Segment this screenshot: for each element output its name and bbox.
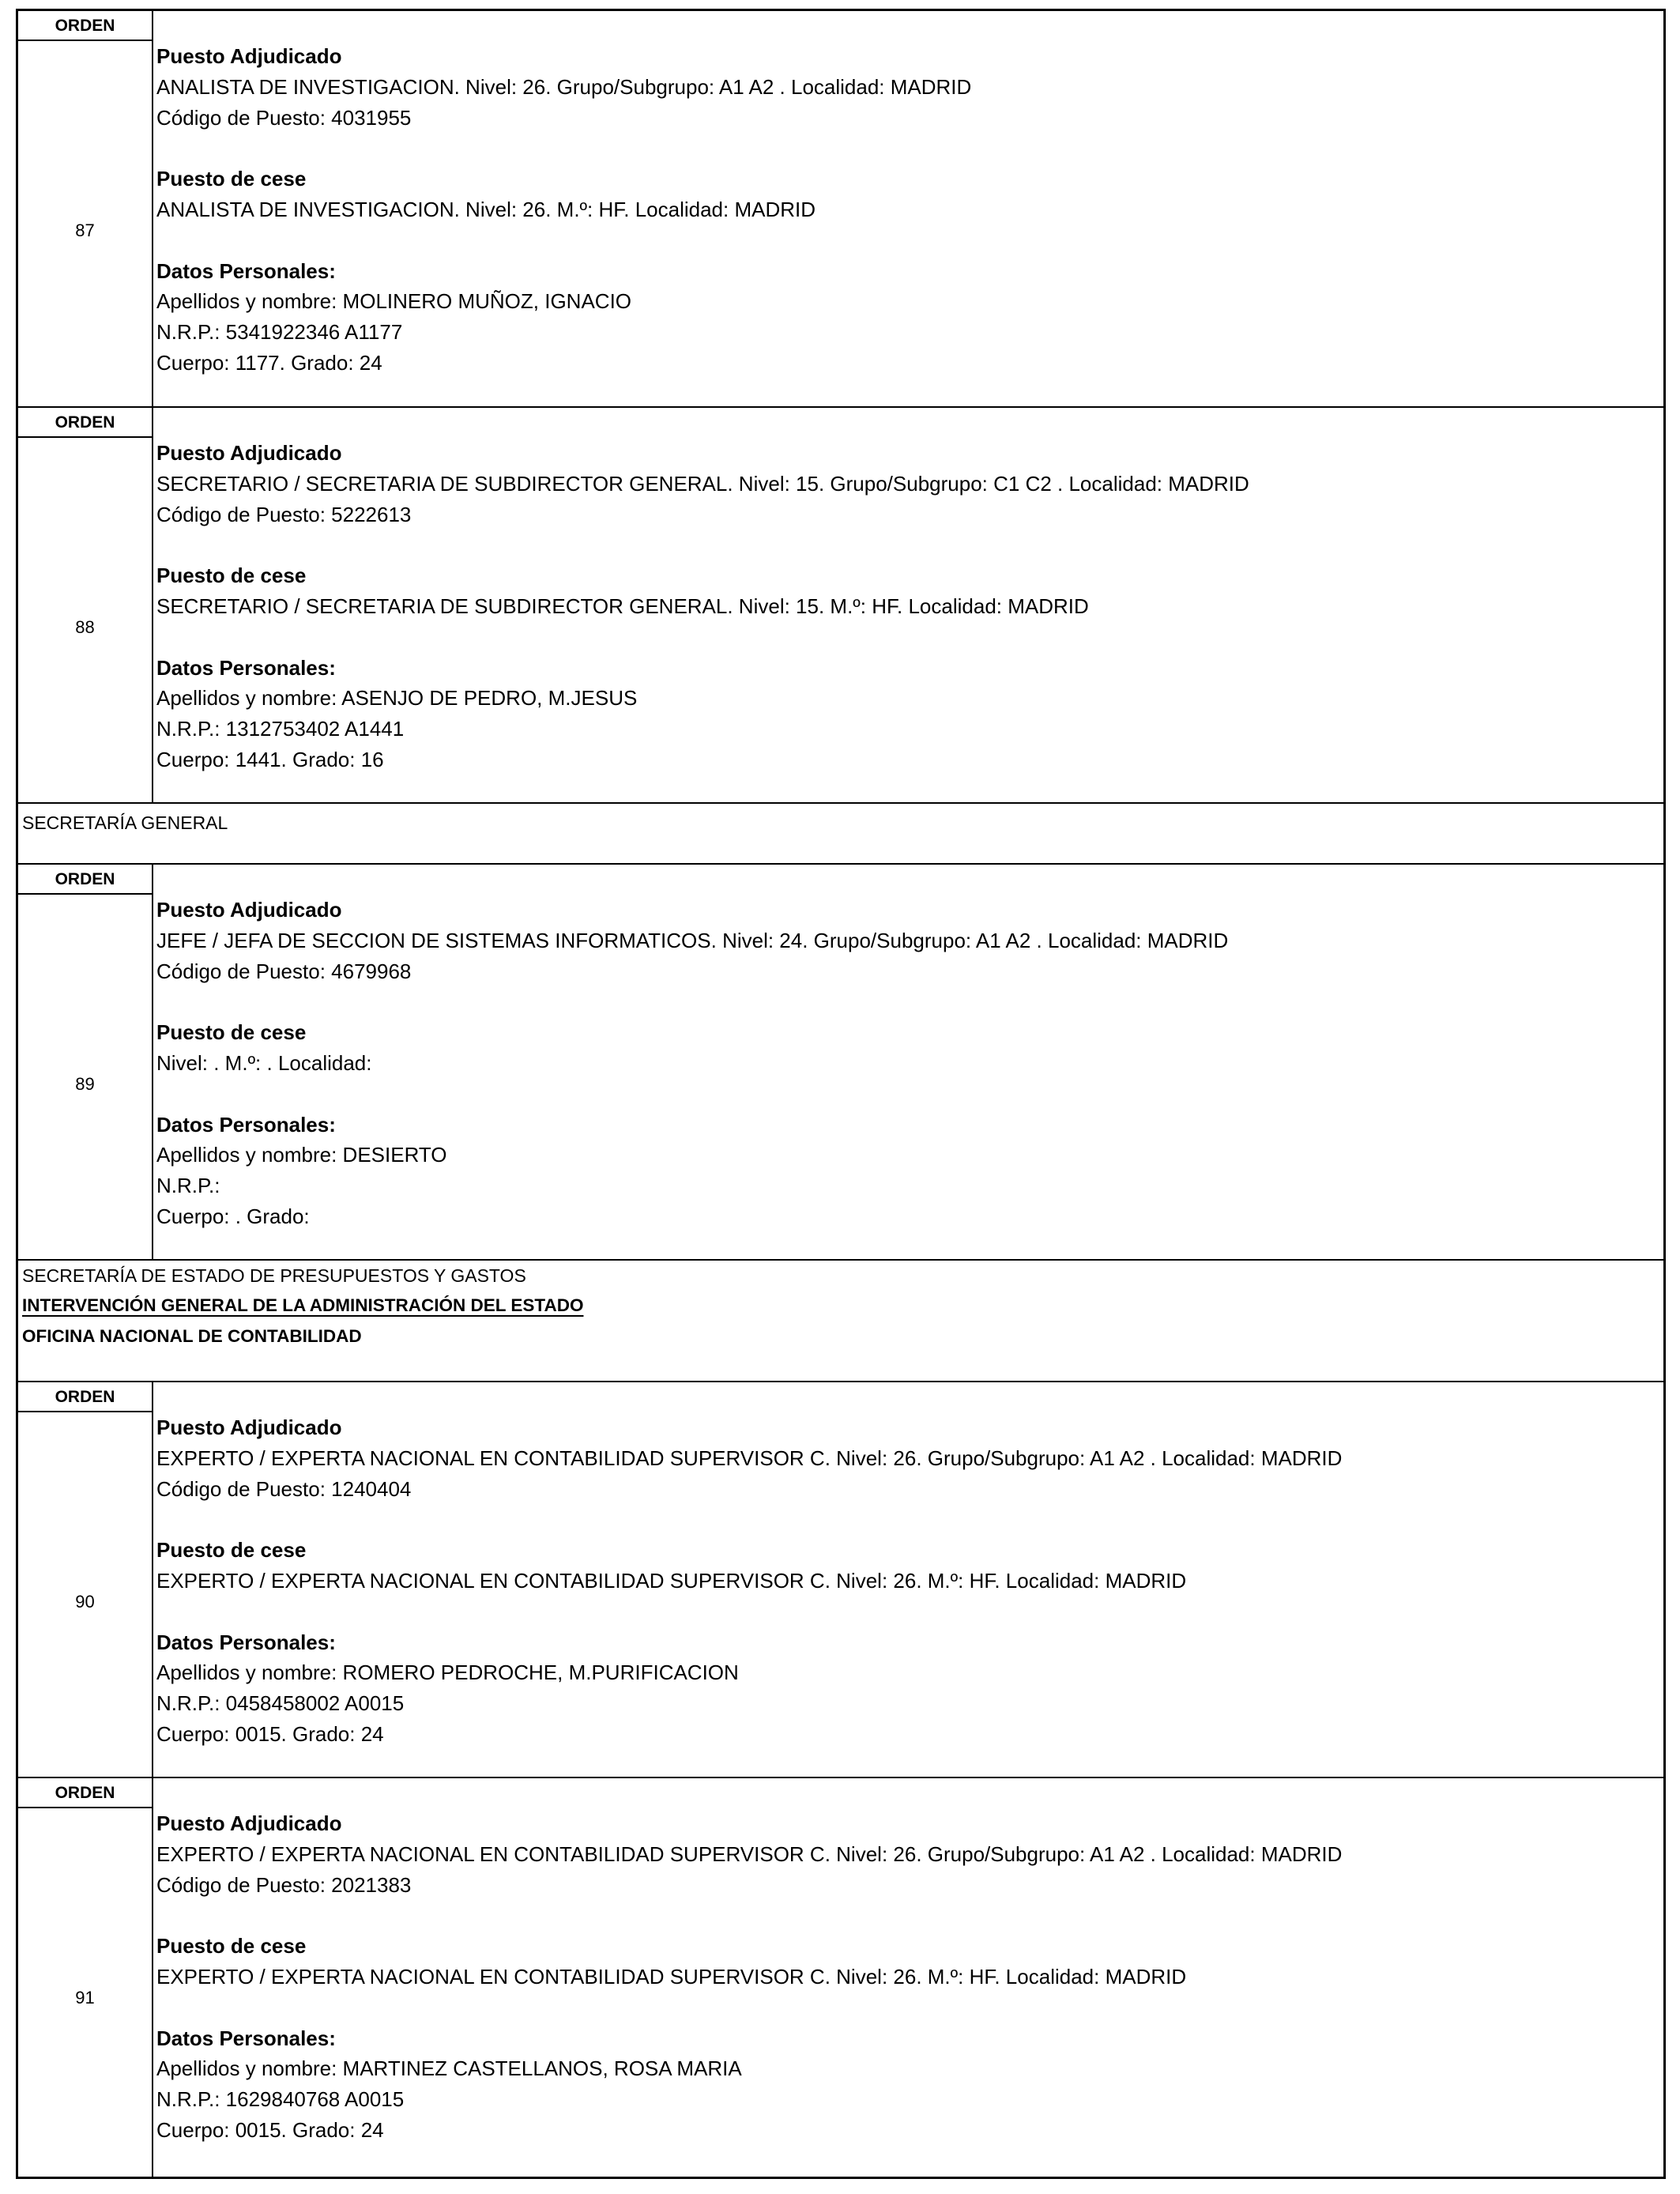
cuerpo-grado: Cuerpo: 1441. Grado: 16 <box>156 747 384 771</box>
puesto-adjudicado-heading: Puesto Adjudicado <box>156 898 342 922</box>
puesto-adjudicado-desc: EXPERTO / EXPERTA NACIONAL EN CONTABILIDAD SUPERVISOR C. Nivel: 26. Grupo/Subgrupo: A1 A2 . Localidad: MADRID <box>156 1842 1343 1866</box>
puesto-adjudicado-desc: ANALISTA DE INVESTIGACION. Nivel: 26. Grupo/Subgrupo: A1 A2 . Localidad: MADRID <box>156 74 972 99</box>
codigo-puesto: Código de Puesto: 1240404 <box>156 1476 412 1501</box>
puesto-cese-heading: Puesto de cese <box>156 1020 307 1045</box>
puesto-adjudicado-desc: SECRETARIO / SECRETARIA DE SUBDIRECTOR GENERAL. Nivel: 15. Grupo/Subgrupo: C1 C2 . Localidad: MADRID <box>156 471 1249 496</box>
nrp: N.R.P.: 5341922346 A1177 <box>156 320 403 345</box>
apellidos-nombre: Apellidos y nombre: DESIERTO <box>156 1143 447 1167</box>
record-88 <box>18 408 1663 804</box>
puesto-cese-desc: EXPERTO / EXPERTA NACIONAL EN CONTABILIDAD SUPERVISOR C. Nivel: 26. M.º: HF. Localidad: MADRID <box>156 1568 1187 1593</box>
orden-header: ORDEN <box>18 408 153 438</box>
orden-header: ORDEN <box>18 865 153 895</box>
puesto-cese-heading: Puesto de cese <box>156 1934 307 1958</box>
puesto-adjudicado-heading: Puesto Adjudicado <box>156 44 342 68</box>
puesto-adjudicado-heading: Puesto Adjudicado <box>156 441 342 465</box>
cuerpo-grado: Cuerpo: 0015. Grado: 24 <box>156 2117 384 2142</box>
codigo-puesto: Código de Puesto: 4679968 <box>156 959 412 983</box>
record-content <box>156 1808 1656 2146</box>
record-content <box>156 895 1656 1232</box>
orden-column <box>18 1412 153 1777</box>
datos-personales-heading: Datos Personales: <box>156 655 336 680</box>
orden-header: ORDEN <box>18 11 153 41</box>
nrp: N.R.P.: 0458458002 A0015 <box>156 1691 405 1716</box>
document-frame <box>16 9 1666 2179</box>
orden-column <box>18 41 153 406</box>
puesto-cese-desc: ANALISTA DE INVESTIGACION. Nivel: 26. M.º: HF. Localidad: MADRID <box>156 197 816 221</box>
record-89 <box>18 865 1663 1261</box>
puesto-cese-heading: Puesto de cese <box>156 167 307 191</box>
record-content <box>156 438 1656 775</box>
orden-column <box>18 438 153 802</box>
orden-number: 87 <box>75 221 95 240</box>
apellidos-nombre: Apellidos y nombre: MARTINEZ CASTELLANOS, ROSA MARIA <box>156 2056 742 2081</box>
record-content <box>156 1412 1656 1750</box>
codigo-puesto: Código de Puesto: 5222613 <box>156 502 412 526</box>
puesto-adjudicado-heading: Puesto Adjudicado <box>156 1811 342 1835</box>
record-91 <box>18 1778 1663 2177</box>
puesto-adjudicado-desc: EXPERTO / EXPERTA NACIONAL EN CONTABILIDAD SUPERVISOR C. Nivel: 26. Grupo/Subgrupo: A1 A2 . Localidad: MADRID <box>156 1446 1343 1470</box>
puesto-cese-desc: EXPERTO / EXPERTA NACIONAL EN CONTABILIDAD SUPERVISOR C. Nivel: 26. M.º: HF. Localidad: MADRID <box>156 1964 1187 1989</box>
nrp: N.R.P.: 1312753402 A1441 <box>156 717 405 741</box>
datos-personales-heading: Datos Personales: <box>156 1630 336 1654</box>
section-secretaria-estado: SECRETARÍA DE ESTADO DE PRESUPUESTOS Y GASTOS <box>22 1265 526 1286</box>
cuerpo-grado: Cuerpo: . Grado: <box>156 1204 310 1228</box>
orden-number: 90 <box>75 1592 95 1612</box>
section-title: SECRETARÍA GENERAL <box>22 812 228 833</box>
puesto-cese-desc: SECRETARIO / SECRETARIA DE SUBDIRECTOR GENERAL. Nivel: 15. M.º: HF. Localidad: MADRID <box>156 594 1089 618</box>
puesto-cese-desc: Nivel: . M.º: . Localidad: <box>156 1050 372 1075</box>
datos-personales-heading: Datos Personales: <box>156 258 336 283</box>
puesto-adjudicado-heading: Puesto Adjudicado <box>156 1416 342 1439</box>
orden-column <box>18 895 153 1259</box>
orden-number: 91 <box>75 1988 95 2007</box>
apellidos-nombre: Apellidos y nombre: ROMERO PEDROCHE, M.PURIFICACION <box>156 1661 739 1685</box>
section-intervencion-general: INTERVENCIÓN GENERAL DE LA ADMINISTRACIÓN DEL ESTADO <box>22 1295 584 1315</box>
cuerpo-grado: Cuerpo: 0015. Grado: 24 <box>156 1721 384 1746</box>
section-presupuestos <box>18 1261 1663 1382</box>
section-secretaria-general <box>18 804 1663 865</box>
section-oficina-contabilidad: OFICINA NACIONAL DE CONTABILIDAD <box>22 1326 362 1346</box>
datos-personales-heading: Datos Personales: <box>156 2026 336 2050</box>
record-90 <box>18 1382 1663 1778</box>
nrp: N.R.P.: 1629840768 A0015 <box>156 2087 405 2112</box>
apellidos-nombre: Apellidos y nombre: ASENJO DE PEDRO, M.JESUS <box>156 686 638 711</box>
orden-column <box>18 1808 153 2177</box>
cuerpo-grado: Cuerpo: 1177. Grado: 24 <box>156 350 382 375</box>
puesto-cese-heading: Puesto de cese <box>156 564 307 588</box>
puesto-adjudicado-desc: JEFE / JEFA DE SECCION DE SISTEMAS INFORMATICOS. Nivel: 24. Grupo/Subgrupo: A1 A2 . Localidad: MADRID <box>156 928 1229 952</box>
record-content <box>156 41 1656 379</box>
codigo-puesto: Código de Puesto: 2021383 <box>156 1872 412 1897</box>
apellidos-nombre: Apellidos y nombre: MOLINERO MUÑOZ, IGNACIO <box>156 289 632 314</box>
nrp: N.R.P.: <box>156 1174 220 1198</box>
orden-number: 89 <box>75 1074 95 1094</box>
orden-header: ORDEN <box>18 1778 153 1808</box>
record-87 <box>18 11 1663 408</box>
datos-personales-heading: Datos Personales: <box>156 1112 336 1137</box>
puesto-cese-heading: Puesto de cese <box>156 1538 307 1563</box>
codigo-puesto: Código de Puesto: 4031955 <box>156 105 412 130</box>
orden-header: ORDEN <box>18 1382 153 1412</box>
orden-number: 88 <box>75 617 95 637</box>
